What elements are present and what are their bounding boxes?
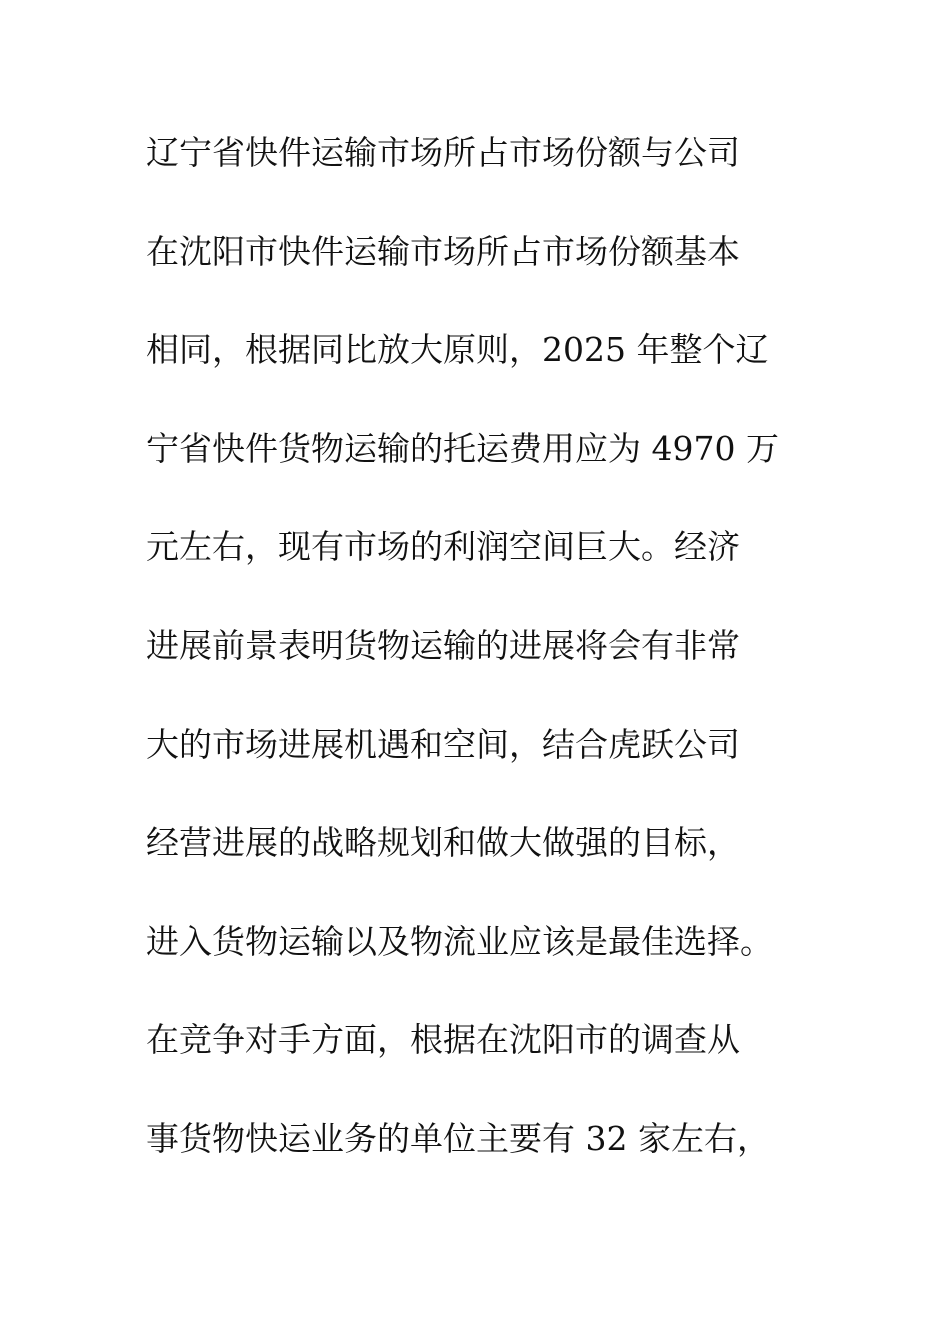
text-line: 在竞争对手方面，根据在沈阳市的调查从: [146, 1020, 740, 1060]
text-line: 辽宁省快件运输市场所占市场份额与公司: [146, 133, 740, 172]
text-line: 相同，根据同比放大原则，2025 年整个辽: [146, 330, 769, 370]
text-line: 事货物快运业务的单位主要有 32 家左右，: [146, 1118, 770, 1158]
text-line: 进展前景表明货物运输的进展将会有非常: [146, 625, 740, 665]
text-line: 在沈阳市快件运输市场所占市场份额基本: [146, 231, 740, 271]
paragraph: [146, 124, 826, 1209]
text-line: 大的市场进展机遇和空间，结合虎跃公司: [146, 724, 740, 764]
text-line: 宁省快件货物运输的托运费用应为 4970 万: [146, 428, 779, 468]
text-line: 经营进展的战略规划和做大做强的目标，: [146, 823, 740, 863]
text-line: 进入货物运输以及物流业应该是最佳选择。: [146, 921, 773, 961]
text-line: 元左右，现有市场的利润空间巨大。经济: [146, 527, 740, 567]
